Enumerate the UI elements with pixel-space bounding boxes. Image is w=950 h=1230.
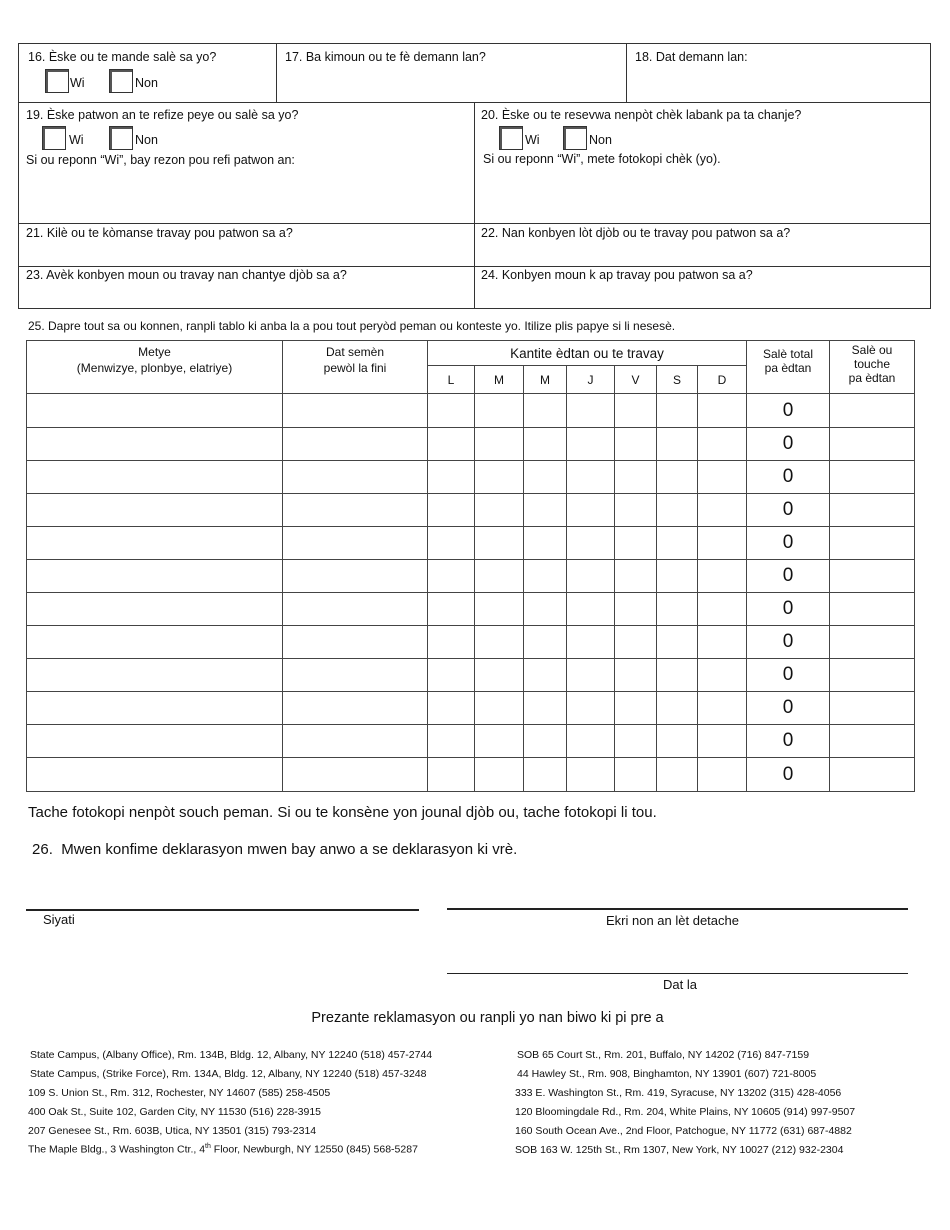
- table-cell[interactable]: [567, 692, 615, 725]
- table-cell[interactable]: [283, 394, 428, 428]
- table-cell[interactable]: [524, 461, 567, 494]
- office-address-right: SOB 163 W. 125th St., Rm 1307, New York, NY 10027 (212) 932-2304: [515, 1144, 844, 1156]
- table-cell[interactable]: [428, 758, 475, 792]
- date-line[interactable]: [447, 973, 908, 974]
- table-cell[interactable]: [657, 428, 698, 461]
- table-cell[interactable]: [27, 626, 283, 659]
- table-cell[interactable]: [567, 428, 615, 461]
- q16-yes-checkbox[interactable]: [45, 69, 69, 93]
- table-cell[interactable]: [615, 461, 657, 494]
- office-address-right: 333 E. Washington St., Rm. 419, Syracuse, NY 13202 (315) 428-4056: [515, 1087, 842, 1099]
- table-cell[interactable]: [567, 758, 615, 792]
- table-cell[interactable]: [283, 593, 428, 626]
- table-cell[interactable]: [475, 659, 524, 692]
- q18-label: 18. Dat demann lan:: [635, 50, 748, 64]
- table-cell[interactable]: [475, 560, 524, 593]
- office-maple-pre: The Maple Bldg., 3 Washington Ctr., 4: [28, 1143, 206, 1156]
- submit-title: Prezante reklamasyon ou ranpli yo nan biwo ki pi pre a: [311, 1010, 664, 1026]
- table-cell[interactable]: [698, 659, 747, 692]
- table-cell[interactable]: [830, 494, 915, 527]
- table-cell[interactable]: [615, 692, 657, 725]
- table-cell[interactable]: [830, 428, 915, 461]
- q26-number: 26: [32, 841, 49, 858]
- table-cell[interactable]: [27, 758, 283, 792]
- table-cell[interactable]: [657, 593, 698, 626]
- office-address-right: 44 Hawley St., Rm. 908, Binghamton, NY 13901 (607) 721-8005: [517, 1068, 817, 1080]
- q23-label: 23. Avèk konbyen moun ou travay nan chantye djòb sa a?: [26, 268, 347, 282]
- q26-text: Mwen konfime deklarasyon mwen bay anwo a se deklarasyon ki vrè.: [61, 841, 518, 858]
- table-cell[interactable]: [830, 527, 915, 560]
- table-cell[interactable]: [27, 461, 283, 494]
- table-cell[interactable]: [475, 394, 524, 428]
- office-address-left: 207 Genesee St., Rm. 603B, Utica, NY 13501 (315) 793-2314: [28, 1125, 317, 1137]
- total-wage-cell: 0: [747, 758, 830, 792]
- total-wage-cell: 0: [747, 692, 830, 725]
- table-cell[interactable]: [475, 494, 524, 527]
- table-cell[interactable]: [475, 758, 524, 792]
- table-cell[interactable]: [428, 725, 475, 758]
- table-cell[interactable]: [657, 659, 698, 692]
- q26-statement: [32, 841, 517, 858]
- table-cell[interactable]: [830, 725, 915, 758]
- total-wage-cell: 0: [747, 626, 830, 659]
- table-cell[interactable]: [27, 527, 283, 560]
- day-header-2: M: [524, 366, 567, 394]
- table-cell[interactable]: [524, 593, 567, 626]
- q20-no-checkbox[interactable]: [563, 126, 587, 150]
- signature-label: Siyati: [43, 912, 75, 927]
- office-address-left: 400 Oak St., Suite 102, Garden City, NY 11530 (516) 228-3915: [28, 1106, 322, 1118]
- q19-yes-checkbox[interactable]: [42, 126, 66, 150]
- table-cell[interactable]: [657, 394, 698, 428]
- table-cell[interactable]: [615, 428, 657, 461]
- table-cell[interactable]: [698, 428, 747, 461]
- table-row: [27, 527, 915, 560]
- table-cell[interactable]: [428, 560, 475, 593]
- table-cell[interactable]: [615, 527, 657, 560]
- office-maple-post: Floor, Newburgh, NY 12550 (845) 568-5287: [210, 1143, 418, 1156]
- table-cell[interactable]: [830, 626, 915, 659]
- office-address-left: State Campus, (Strike Force), Rm. 134A, Bldg. 12, Albany, NY 12240 (518) 457-3248: [30, 1068, 427, 1080]
- table-cell[interactable]: [428, 394, 475, 428]
- office-left-maple: [28, 1143, 418, 1156]
- day-header-5: S: [657, 366, 698, 394]
- total-wage-cell: 0: [747, 560, 830, 593]
- table-row: [27, 428, 915, 461]
- table-cell[interactable]: [27, 692, 283, 725]
- day-header-4: V: [615, 366, 657, 394]
- table-cell[interactable]: [428, 428, 475, 461]
- office-address-left: 109 S. Union St., Rm. 312, Rochester, NY 14607 (585) 258-4505: [28, 1087, 331, 1099]
- table-row: [27, 758, 915, 792]
- col-paid-header: [830, 341, 915, 394]
- total-wage-cell: 0: [747, 527, 830, 560]
- q20-label: 20. Èske ou te resevwa nenpòt chèk labank pa ta chanje?: [481, 108, 802, 122]
- q25-label: 25. Dapre tout sa ou konnen, ranpli tablo ki anba la a pou tout peryòd peman ou konteste yo. Itilize plis papye si li nesesè.: [28, 319, 676, 333]
- table-cell[interactable]: [524, 560, 567, 593]
- table-cell[interactable]: [615, 626, 657, 659]
- table-cell[interactable]: [524, 626, 567, 659]
- table-cell[interactable]: [524, 527, 567, 560]
- print-name-line[interactable]: [447, 908, 908, 910]
- total-wage-cell: 0: [747, 593, 830, 626]
- table-cell[interactable]: [428, 659, 475, 692]
- table-row: [27, 692, 915, 725]
- table-cell[interactable]: [698, 494, 747, 527]
- q19-label: 19. Èske patwon an te refize peye ou salè sa yo?: [26, 108, 299, 122]
- q16-no-label: Non: [135, 76, 158, 90]
- col-trade-subtitle: (Menwizye, plonbye, elatriye): [76, 361, 233, 375]
- day-header-3: J: [567, 366, 615, 394]
- q19-no-checkbox[interactable]: [109, 126, 133, 150]
- table-cell[interactable]: [27, 560, 283, 593]
- table-cell[interactable]: [567, 560, 615, 593]
- table-cell[interactable]: [283, 725, 428, 758]
- table-cell[interactable]: [830, 659, 915, 692]
- table-cell[interactable]: [428, 692, 475, 725]
- table-cell[interactable]: [830, 461, 915, 494]
- q24-label: 24. Konbyen moun k ap travay pou patwon sa a?: [481, 268, 753, 282]
- day-header-0: L: [428, 366, 475, 394]
- table-cell[interactable]: [524, 494, 567, 527]
- table-cell[interactable]: [567, 593, 615, 626]
- q26-dot: .: [48, 841, 62, 858]
- col-trade-header: [27, 341, 283, 394]
- table-cell[interactable]: [567, 725, 615, 758]
- table-cell[interactable]: [698, 626, 747, 659]
- col-total-header: [747, 341, 830, 394]
- table-cell[interactable]: [524, 725, 567, 758]
- table-cell[interactable]: [698, 692, 747, 725]
- table-cell[interactable]: [657, 494, 698, 527]
- office-maple-sup: th: [205, 1143, 211, 1150]
- total-wage-cell: 0: [747, 428, 830, 461]
- day-header-1: M: [475, 366, 524, 394]
- table-cell[interactable]: [283, 626, 428, 659]
- total-wage-cell: 0: [747, 725, 830, 758]
- col-total-line2: pa èdtan: [764, 361, 812, 375]
- col-week-header: [283, 341, 428, 394]
- total-wage-cell: 0: [747, 494, 830, 527]
- q22-label: 22. Nan konbyen lòt djòb ou te travay pou patwon sa a?: [481, 226, 791, 240]
- table-cell[interactable]: [524, 692, 567, 725]
- table-cell[interactable]: [830, 593, 915, 626]
- table-cell[interactable]: [428, 527, 475, 560]
- table-cell[interactable]: [657, 692, 698, 725]
- table-cell[interactable]: [283, 428, 428, 461]
- table-cell[interactable]: [428, 461, 475, 494]
- q16-label: 16. Èske ou te mande salè sa yo?: [28, 50, 217, 64]
- office-address-right: 120 Bloomingdale Rd., Rm. 204, White Plains, NY 10605 (914) 997-9507: [515, 1106, 856, 1118]
- col-trade-title: Metye: [138, 345, 171, 359]
- table-row: [27, 560, 915, 593]
- table-cell[interactable]: [524, 428, 567, 461]
- table-cell[interactable]: [27, 593, 283, 626]
- table-cell[interactable]: [428, 593, 475, 626]
- table-cell[interactable]: [615, 725, 657, 758]
- office-address-right: 160 South Ocean Ave., 2nd Floor, Patchogue, NY 11772 (631) 687-4882: [515, 1125, 852, 1137]
- table-row: [27, 626, 915, 659]
- office-address-right: SOB 65 Court St., Rm. 201, Buffalo, NY 14202 (716) 847-7159: [517, 1049, 810, 1061]
- table-cell[interactable]: [698, 560, 747, 593]
- table-cell[interactable]: [524, 394, 567, 428]
- table-cell[interactable]: [698, 593, 747, 626]
- q20-yes-checkbox[interactable]: [499, 126, 523, 150]
- table-cell[interactable]: [567, 494, 615, 527]
- table-cell[interactable]: [830, 560, 915, 593]
- table-cell[interactable]: [567, 394, 615, 428]
- total-wage-cell: 0: [747, 394, 830, 428]
- table-cell[interactable]: [657, 527, 698, 560]
- table-cell[interactable]: [283, 527, 428, 560]
- table-cell[interactable]: [475, 461, 524, 494]
- table-cell[interactable]: [615, 394, 657, 428]
- table-cell[interactable]: [27, 659, 283, 692]
- col-week-line1: Dat semèn: [325, 345, 385, 359]
- table-cell[interactable]: [615, 758, 657, 792]
- q19-no-label: Non: [135, 133, 158, 147]
- col-paid-line2: touche: [853, 357, 891, 371]
- table-cell[interactable]: [475, 428, 524, 461]
- q19-note: Si ou reponn “Wi”, bay rezon pou refi patwon an:: [26, 153, 295, 167]
- col-hours-header: Kantite èdtan ou te travay: [428, 341, 747, 366]
- table-row: [27, 725, 915, 758]
- wage-table: [26, 340, 915, 792]
- signature-line[interactable]: [26, 909, 419, 911]
- table-cell[interactable]: [475, 692, 524, 725]
- table-row: [27, 593, 915, 626]
- table-cell[interactable]: [27, 394, 283, 428]
- table-cell[interactable]: [428, 626, 475, 659]
- table-cell[interactable]: [475, 593, 524, 626]
- q20-no-label: Non: [589, 133, 612, 147]
- table-cell[interactable]: [283, 659, 428, 692]
- office-address-left: State Campus, (Albany Office), Rm. 134B, Bldg. 12, Albany, NY 12240 (518) 457-2744: [30, 1049, 433, 1061]
- table-row: [27, 394, 915, 428]
- table-cell[interactable]: [657, 560, 698, 593]
- table-cell[interactable]: [698, 725, 747, 758]
- table-cell[interactable]: [283, 692, 428, 725]
- table-cell[interactable]: [567, 461, 615, 494]
- table-cell[interactable]: [524, 758, 567, 792]
- table-cell[interactable]: [27, 428, 283, 461]
- table-cell[interactable]: [475, 725, 524, 758]
- table-row: [27, 461, 915, 494]
- q16-no-checkbox[interactable]: [109, 69, 133, 93]
- table-cell[interactable]: [615, 659, 657, 692]
- table-cell[interactable]: [830, 394, 915, 428]
- date-label: Dat la: [663, 977, 697, 992]
- table-cell[interactable]: [283, 560, 428, 593]
- table-cell[interactable]: [698, 461, 747, 494]
- table-cell[interactable]: [657, 758, 698, 792]
- table-cell[interactable]: [283, 494, 428, 527]
- q19-yes-label: Wi: [69, 133, 84, 147]
- table-cell[interactable]: [475, 626, 524, 659]
- table-cell[interactable]: [283, 758, 428, 792]
- total-wage-cell: 0: [747, 659, 830, 692]
- table-cell[interactable]: [698, 394, 747, 428]
- table-cell[interactable]: [27, 725, 283, 758]
- table-cell[interactable]: [615, 593, 657, 626]
- day-header-6: D: [698, 366, 747, 394]
- table-cell[interactable]: [615, 494, 657, 527]
- col-total-line1: Salè total: [762, 347, 814, 361]
- q19-answer-field[interactable]: [26, 172, 466, 218]
- table-cell[interactable]: [830, 758, 915, 792]
- q16-yes-label: Wi: [70, 76, 85, 90]
- table-cell[interactable]: [698, 527, 747, 560]
- table-cell[interactable]: [567, 527, 615, 560]
- table-cell[interactable]: [283, 461, 428, 494]
- total-wage-cell: 0: [747, 461, 830, 494]
- table-row: [27, 494, 915, 527]
- table-cell[interactable]: [475, 527, 524, 560]
- q20-note: Si ou reponn “Wi”, mete fotokopi chèk (yo).: [483, 152, 721, 166]
- table-cell[interactable]: [657, 461, 698, 494]
- table-cell[interactable]: [615, 560, 657, 593]
- table-cell[interactable]: [524, 659, 567, 692]
- q20-yes-label: Wi: [525, 133, 540, 147]
- table-cell[interactable]: [698, 758, 747, 792]
- col-paid-line3: pa èdtan: [848, 371, 896, 385]
- table-cell[interactable]: [657, 626, 698, 659]
- q17-label: 17. Ba kimoun ou te fè demann lan?: [285, 50, 486, 64]
- table-cell[interactable]: [657, 725, 698, 758]
- table-cell[interactable]: [567, 659, 615, 692]
- table-cell[interactable]: [830, 692, 915, 725]
- print-name-label: Ekri non an lèt detache: [606, 913, 739, 928]
- table-cell[interactable]: [567, 626, 615, 659]
- table-row: [27, 659, 915, 692]
- q21-label: 21. Kilè ou te kòmanse travay pou patwon sa a?: [26, 226, 293, 240]
- col-week-line2: pewòl la fini: [323, 361, 387, 375]
- table-cell[interactable]: [27, 494, 283, 527]
- col-paid-line1: Salè ou: [851, 343, 893, 357]
- attach-note: Tache fotokopi nenpòt souch peman. Si ou te konsène yon jounal djòb ou, tache fotokopi li tou.: [28, 804, 657, 821]
- table-cell[interactable]: [428, 494, 475, 527]
